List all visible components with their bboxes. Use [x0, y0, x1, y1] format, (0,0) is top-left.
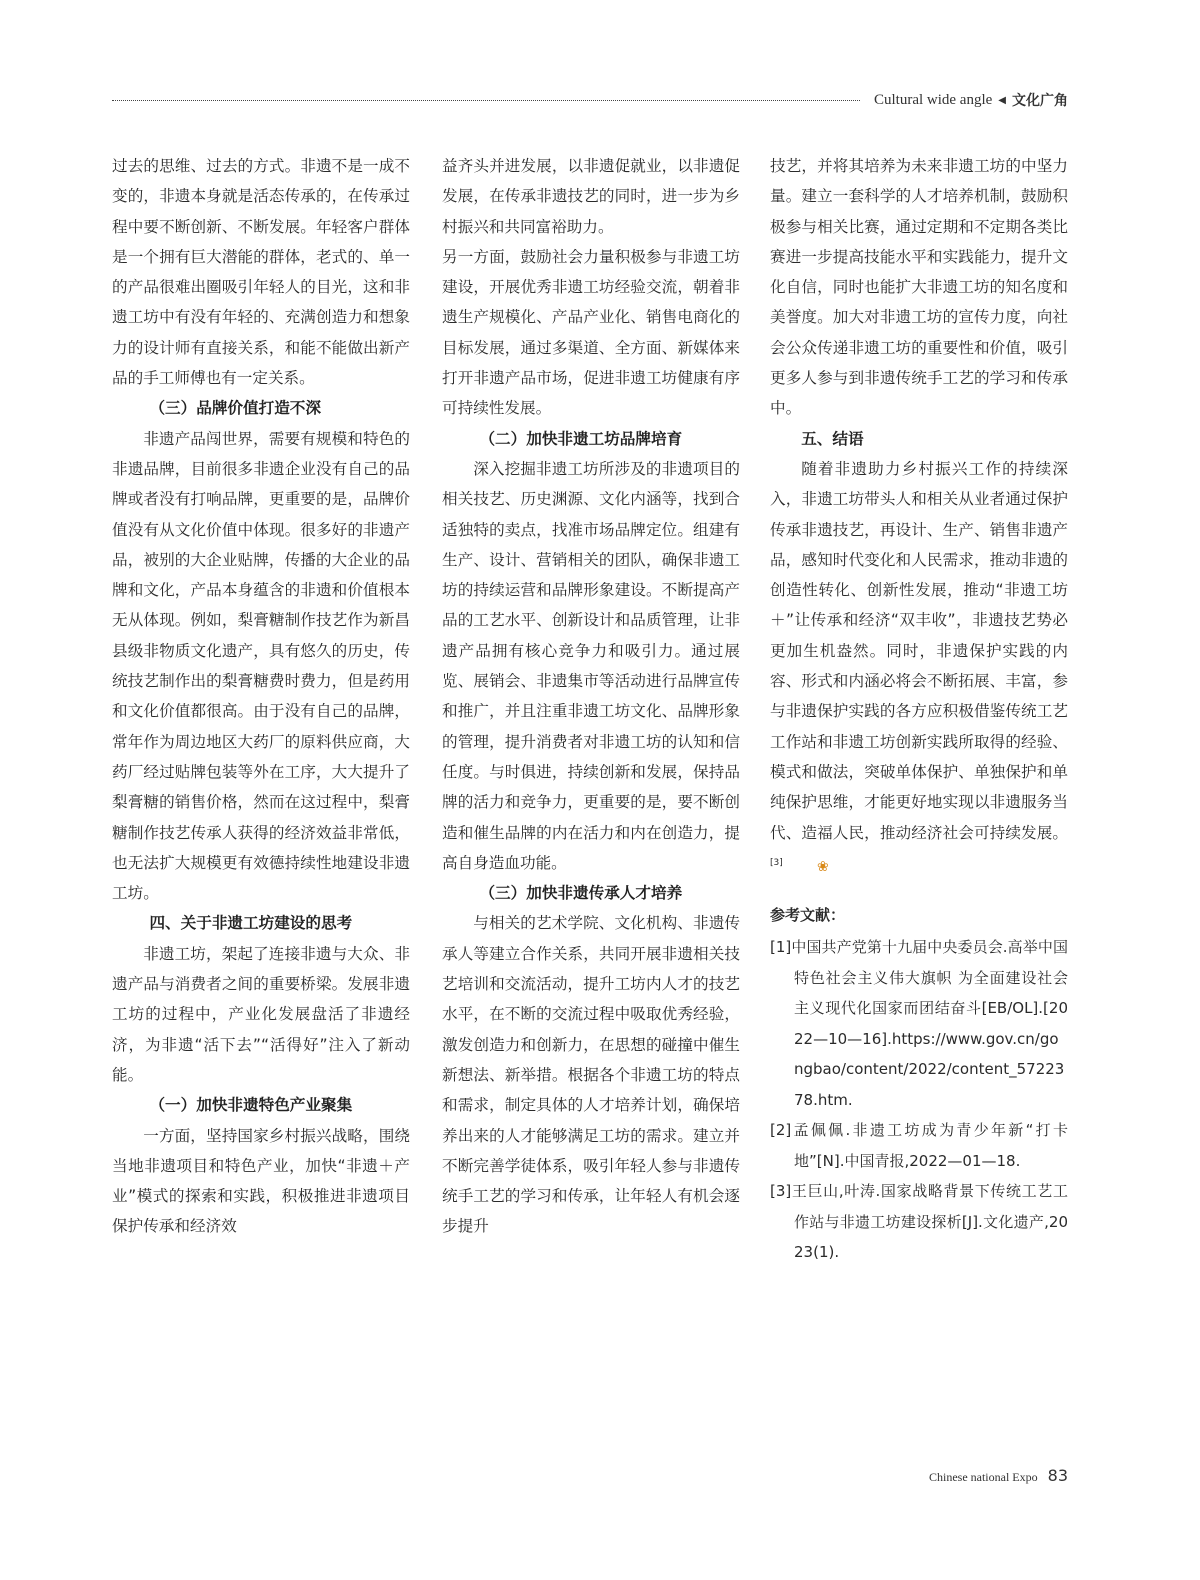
paragraph [770, 454, 1068, 882]
paragraph: 深入挖掘非遗工坊所涉及的非遗项目的相关技艺、历史渊源、文化内涵等，找到合适独特的卖点，找准市场品牌定位。组建有生产、设计、营销相关的团队，确保非遗工坊的持续运营和品牌形象建设。不断提高产品的工艺水平、创新设计和品质管理，让非遗产品拥有核心竞争力和吸引力。通过展览、展销会、非遗集市等活动进行品牌宣传和推广，并且注重非遗工坊文化、品牌形象的管理，提升消费者对非遗工坊的认知和信任度。与时俱进，持续创新和发展，保持品牌的活力和竞争力，更重要的是，要不断创造和催生品牌的内在活力和内在创造力，提高自身造血功能。 [442, 459, 740, 872]
end-mark-logo-icon: ❀ [816, 859, 829, 876]
header-dotted-rule [112, 100, 860, 101]
subheading: （二）加快非遗工坊品牌培育 [479, 429, 683, 448]
section-name-en: Cultural wide angle [873, 91, 993, 108]
subheading: （三）加快非遗传承人才培养 [479, 884, 683, 903]
page-footer [929, 1466, 1068, 1485]
column-3 [770, 151, 1068, 1268]
paragraph: 非遗工坊，架起了连接非遗与大众、非遗产品与消费者之间的重要桥梁。发展非遗工坊的过程中，产业化发展盘活了非遗经济，为非遗“活下去”“活得好”注入了新动能。 [112, 944, 410, 1084]
subheading: （一）加快非遗特色产业聚集 [149, 1096, 353, 1115]
references-title: 参考文献： [770, 906, 846, 925]
column-1 [112, 151, 410, 1242]
left-triangle-icon: ◀ [998, 94, 1006, 106]
paragraph: 一方面，坚持国家乡村振兴战略，围绕当地非遗项目和特色产业，加快“非遗＋产业”模式的探索和实践，积极推进非遗项目保护传承和经济效 [112, 1126, 410, 1236]
paragraph: 与相关的艺术学院、文化机构、非遗传承人等建立合作关系，共同开展非遗相关技艺培训和交流活动，提升工坊内人才的技艺水平，在不断的交流过程中吸取优秀经验，激发创造力和创新力，在思想的碰撞中催生新想法、新举措。根据各个非遗工坊的特点和需求，制定具体的人才培养计划，确保培养出来的人才能够满足工坊的需求。建立并不断完善学徒体系，吸引年轻人参与非遗传统手工艺的学习和传承，让年轻人有机会逐步提升 [442, 914, 740, 1236]
section-heading: 四、关于非遗工坊建设的思考 [149, 914, 353, 933]
paragraph: 另一方面，鼓励社会力量积极参与非遗工坊建设，开展优秀非遗工坊经验交流，朝着非遗生产规模化、产品产业化、销售电商化的目标发展，通过多渠道、全方面、新媒体来打开非遗产品市场，促进非遗工坊健康有序可持续性发展。 [442, 247, 740, 418]
paragraph: 非遗产品闯世界，需要有规模和特色的非遗品牌，目前很多非遗企业没有自己的品牌或者没有打响品牌，更重要的是，品牌价值没有从文化价值中体现。很多好的非遗产品，被别的大企业贴牌，传播的大企业的品牌和文化，产品本身蕴含的非遗和价值根本无从体现。例如，梨膏糖制作技艺作为新昌县级非物质文化遗产，具有悠久的历史，传统技艺制作出的梨膏糖费时费力，但是药用和文化价值都很高。由于没有自己的品牌，常年作为周边地区大药厂的原料供应商，大药厂经过贴牌包装等外在工序，大大提升了梨膏糖的销售价格，然而在这过程中，梨膏糖制作技艺传承人获得的经济效益非常低，也无法扩大规模更有效德持续性地建设非遗工坊。 [112, 429, 410, 903]
section-name-cn: 文化广角 [1012, 93, 1068, 109]
running-header [112, 88, 1068, 112]
reference-item: [3]王巨山,叶涛.国家战略背景下传统工艺工作站与非遗工坊建设探析[J].文化遗产,2023(1). [770, 1182, 1068, 1262]
paragraph-text: 随着非遗助力乡村振兴工作的持续深入，非遗工坊带头人和相关从业者通过保护传承非遗技艺，再设计、生产、销售非遗产品，感知时代变化和人民需求，推动非遗的创造性转化、创新性发展，推动“非遗工坊＋”让传承和经济“双丰收”，非遗技艺势必更加生机盎然。同时，非遗保护实践的内容、形式和内涵必将会不断拓展、丰富，参与非遗保护实践的各方应积极借鉴传统工艺工作站和非遗工坊创新实践所取得的经验、模式和做法，突破单体保护、单独保护和单纯保护思维，才能更好地实现以非遗服务当代、造福人民，推动经济社会可持续发展。 [770, 459, 1068, 842]
citation-marker: [3] [770, 857, 783, 868]
reference-item: [2]孟佩佩.非遗工坊成为青少年新“打卡地”[N].中国青报,2022—01—18. [770, 1121, 1068, 1170]
subheading: （三）品牌价值打造不深 [149, 399, 321, 418]
paragraph: 益齐头并进发展，以非遗促就业，以非遗促发展，在传承非遗技艺的同时，进一步为乡村振兴和共同富裕助力。 [442, 157, 740, 236]
column-2 [442, 151, 740, 1242]
paragraph: 过去的思维、过去的方式。非遗不是一成不变的，非遗本身就是活态传承的，在传承过程中要不断创新、不断发展。年轻客户群体是一个拥有巨大潜能的群体，老式的、单一的产品很难出圈吸引年轻人的目光，这和非遗工坊中有没有年轻的、充满创造力和想象力的设计师有直接关系，和能不能做出新产品的手工师傅也有一定关系。 [112, 157, 410, 388]
journal-name: Chinese national Expo [928, 1470, 1038, 1484]
section-heading: 五、结语 [801, 429, 864, 448]
reference-item: [1]中国共产党第十九届中央委员会.高举中国特色社会主义伟大旗帜 为全面建设社会主义现代化国家而团结奋斗[EB/OL].[2022—10—16].https://www.gov.cn/gongbao/content/2022/content_5722378.htm. [770, 938, 1068, 1109]
page-number: 83 [1047, 1466, 1068, 1485]
paragraph: 技艺，并将其培养为未来非遗工坊的中坚力量。建立一套科学的人才培养机制，鼓励积极参与相关比赛，通过定期和不定期各类比赛进一步提高技能水平和实践能力，提升文化自信，同时也能扩大非遗工坊的知名度和美誉度。加大对非遗工坊的宣传力度，向社会公众传递非遗工坊的重要性和价值，吸引更多人参与到非遗传统手工艺的学习和传承中。 [770, 157, 1068, 418]
